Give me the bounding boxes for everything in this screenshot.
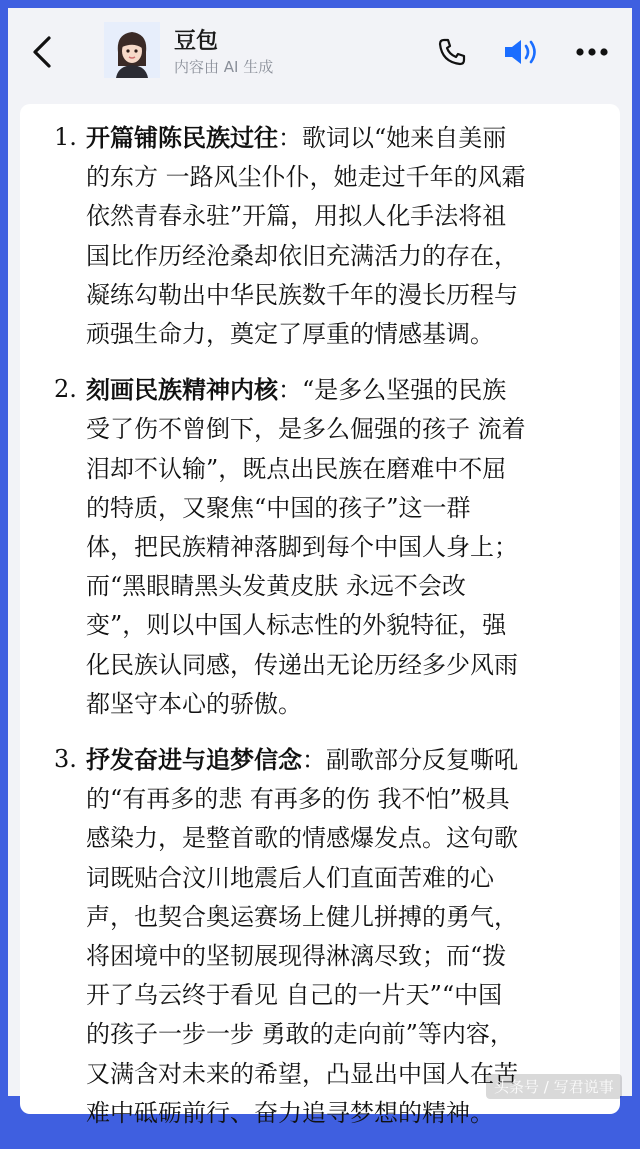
item-text-line: 又满含对未来的希望，凸显出中国人在苦	[86, 1059, 518, 1088]
item-heading: 抒发奋进与追梦信念	[86, 745, 302, 775]
phone-icon	[437, 37, 467, 67]
chat-header	[8, 8, 632, 96]
bot-name: 豆包	[174, 29, 219, 54]
item-text-line: 变”，则以中国人标志性的外貌特征，强	[86, 611, 507, 640]
item-text-line: 感染力，是整首歌的情感爆发点。这句歌	[86, 824, 518, 853]
watermark: 头条号 / 写君说事	[486, 1074, 622, 1099]
read-aloud-button[interactable]	[502, 32, 542, 72]
item-text-line: 依然青春永驻”开篇，用拟人化手法将祖	[86, 202, 507, 231]
item-text-line: 都坚守本心的骄傲。	[86, 689, 302, 718]
item-text-line: 开了乌云终于看见 自己的一片天”“中国	[86, 981, 503, 1010]
chevron-left-icon	[31, 35, 53, 69]
back-button[interactable]	[26, 30, 58, 74]
item-first-line	[86, 370, 614, 410]
item-text-line: 词既贴合汶川地震后人们直面苦难的心	[86, 863, 494, 892]
item-first-line	[86, 740, 614, 780]
item-heading: 开篇铺陈民族过往	[86, 123, 278, 152]
call-button[interactable]	[432, 32, 472, 72]
item-number: 3.	[54, 745, 77, 774]
item-text-line: 顽强生命力，奠定了厚重的情感基调。	[86, 320, 494, 349]
message-bubble	[20, 104, 620, 1127]
item-text-line: 声，也契合奥运赛场上健儿拼搏的勇气，	[86, 902, 518, 931]
item-text-line: 的东方 一路风尘仆仆，她走过千年的风霜	[86, 163, 526, 192]
list-item	[54, 370, 614, 724]
item-text: ：副歌部分反复嘶吼	[302, 746, 518, 775]
avatar-illustration	[104, 22, 160, 78]
item-text: ：歌词以“她来自美丽	[278, 124, 507, 152]
speaker-icon	[503, 37, 541, 67]
item-text-line: 难中砥砺前行、奋力追寻梦想的精神。	[86, 1098, 494, 1127]
item-text-line: 而“黑眼睛黑头发黄皮肤 永远不会改	[86, 572, 466, 601]
item-text-line: 体，把民族精神落脚到每个中国人身上；	[86, 533, 518, 562]
item-first-line	[86, 118, 614, 158]
item-text: ：“是多么坚强的民族	[278, 376, 507, 405]
list-item	[54, 118, 614, 354]
item-heading: 刻画民族精神内核	[86, 375, 278, 405]
item-text-line: 泪却不认输”，既点出民族在磨难中不屈	[86, 454, 507, 483]
item-text-line: 的“有再多的悲 有再多的伤 我不怕”极具	[86, 785, 510, 814]
more-icon	[575, 47, 609, 57]
item-text-line: 国比作历经沧桑却依旧充满活力的存在，	[86, 241, 518, 270]
item-text-line: 将困境中的坚韧展现得淋漓尽致；而“拨	[86, 942, 507, 971]
item-text-line: 的孩子一步一步 勇敢的走向前”等内容，	[86, 1020, 514, 1049]
message-content	[54, 118, 614, 1149]
item-text-line: 受了伤不曾倒下，是多么倔强的孩子 流着	[86, 415, 526, 444]
item-text-line: 的特质，又聚焦“中国的孩子”这一群	[86, 493, 471, 522]
avatar[interactable]	[104, 22, 160, 78]
item-number: 1.	[54, 123, 77, 151]
item-number: 2.	[54, 375, 77, 404]
more-button[interactable]	[572, 32, 612, 72]
item-text-line: 化民族认同感，传递出无论历经多少风雨	[86, 650, 518, 679]
app-frame	[8, 8, 632, 1127]
item-text-line: 凝练勾勒出中华民族数千年的漫长历程与	[86, 280, 518, 309]
ai-generated-label: 内容由 AI 生成	[174, 58, 274, 76]
